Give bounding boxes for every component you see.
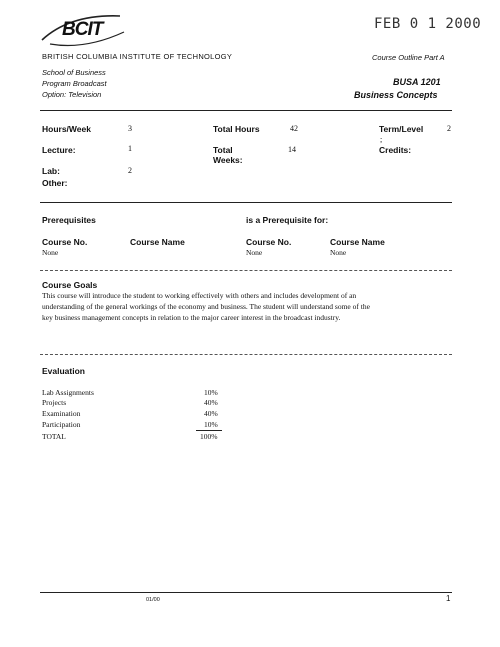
- total-hours-value: 42: [290, 124, 298, 133]
- lab-label: Lab:: [42, 166, 60, 176]
- other-label: Other:: [42, 178, 68, 188]
- course-goals-line-1: This course will introduce the student to working effectively with others and includes development of an: [42, 291, 357, 300]
- term-level-value: 2: [447, 124, 451, 133]
- course-name-header: Course Name: [130, 237, 185, 247]
- evaluation-row-label: Examination: [42, 409, 81, 418]
- goals-divider: [40, 354, 452, 355]
- course-goals-line-3: key business management concepts in relation to the major career interest in the broadcast industry.: [42, 313, 341, 322]
- received-stamp: FEB 0 1 2000: [374, 16, 482, 32]
- program-name: Program Broadcast: [42, 79, 107, 88]
- evaluation-row-value: 10%: [204, 388, 218, 397]
- evaluation-row-label: Participation: [42, 420, 81, 429]
- evaluation-heading: Evaluation: [42, 366, 85, 376]
- evaluation-row-label: Projects: [42, 398, 67, 407]
- total-weeks-label-2: Weeks:: [213, 155, 243, 165]
- total-weeks-label-1: Total: [213, 145, 233, 155]
- prerequisite-for-heading: is a Prerequisite for:: [246, 215, 329, 225]
- hours-week-value: 3: [128, 124, 132, 133]
- course-no-header: Course No.: [42, 237, 88, 247]
- page-number: 1: [446, 594, 451, 603]
- hours-divider: [40, 202, 452, 203]
- institute-name: BRITISH COLUMBIA INSTITUTE OF TECHNOLOGY: [42, 52, 233, 61]
- term-level-extra: ;: [380, 135, 383, 144]
- course-goals-line-2: understanding of the general workings of the economy and business. The student will understand some of the: [42, 302, 370, 311]
- course-title: Business Concepts: [354, 90, 438, 100]
- evaluation-total-label: TOTAL: [42, 432, 66, 441]
- lecture-value: 1: [128, 144, 132, 153]
- footer-code: 01/00: [146, 597, 160, 603]
- footer-rule: [40, 592, 452, 593]
- total-hours-label: Total Hours: [213, 124, 260, 134]
- course-goals-heading: Course Goals: [42, 280, 98, 290]
- prereq-for-course-name-value: None: [330, 248, 347, 257]
- lecture-label: Lecture:: [42, 145, 76, 155]
- credits-label: Credits:: [379, 145, 412, 155]
- prerequisite-value: None: [42, 248, 59, 257]
- prereq-for-course-no-value: None: [246, 248, 263, 257]
- option-name: Option: Television: [42, 90, 102, 99]
- prerequisites-heading: Prerequisites: [42, 215, 96, 225]
- outline-label: Course Outline Part A: [372, 53, 445, 62]
- term-level-label: Term/Level: [379, 124, 424, 134]
- evaluation-row-value: 40%: [204, 398, 218, 407]
- evaluation-total-rule: [196, 430, 222, 431]
- header-divider: [40, 110, 452, 111]
- hours-week-label: Hours/Week: [42, 124, 91, 134]
- bcit-logo: [40, 10, 126, 50]
- prereq-for-course-no-header: Course No.: [246, 237, 292, 247]
- lab-value: 2: [128, 166, 132, 175]
- total-weeks-value: 14: [288, 145, 296, 154]
- evaluation-row-value: 40%: [204, 409, 218, 418]
- bcit-logo-text: BCIT: [62, 19, 103, 40]
- prereq-for-course-name-header: Course Name: [330, 237, 385, 247]
- course-code: BUSA 1201: [393, 77, 441, 87]
- evaluation-total-value: 100%: [200, 432, 218, 441]
- prerequisites-divider: [40, 270, 452, 271]
- evaluation-row-label: Lab Assignments: [42, 388, 94, 397]
- school-name: School of Business: [42, 68, 106, 77]
- evaluation-row-value: 10%: [204, 420, 218, 429]
